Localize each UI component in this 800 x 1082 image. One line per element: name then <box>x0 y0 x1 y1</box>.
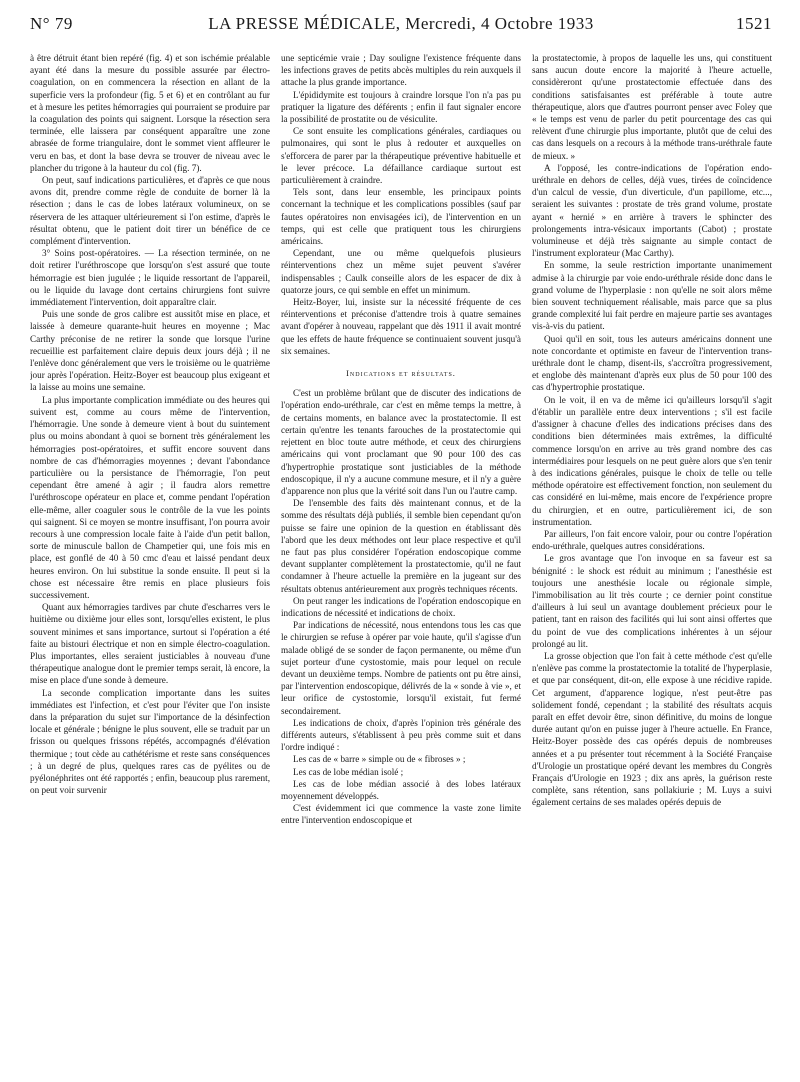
paragraph: C'est évidemment ici que commence la vaste zone limite entre l'intervention endoscopique et <box>281 803 521 826</box>
paragraph: L'épididymite est toujours à craindre lorsque l'on n'a pas pu pratiquer la ligature des déférents ; enfin il faut signaler encore la possibilité de prostatite ou de vésiculite. <box>281 89 521 125</box>
list-item: Les cas de lobe médian associé à des lobes latéraux moyennement développés. <box>281 778 521 801</box>
column-2 <box>281 52 521 1074</box>
paragraph: Les indications de choix, d'après l'opinion très générale des différents auteurs, s'établissent à peu près comme suit et dans l'ordre indiqué : <box>281 717 521 753</box>
paragraph: Quoi qu'il en soit, tous les auteurs américains donnent une note concordante et optimiste en faveur de l'intervention trans-uréthrale dont le champ, disent-ils, s'accroîtra progressivement, et englobe dès maintenant d'après eux plus de 50 pour 100 des cas d'hypertrophie prostatique. <box>532 333 772 393</box>
paragraph: Puis une sonde de gros calibre est aussitôt mise en place, et laissée à demeure quarante-huit heures en moyenne ; Mac Carthy préconise de ne retirer la sonde que lorsque l'urine recueillie est parfaitement claire depuis deux jours déjà ; il ne l'enlève donc généralement que vers le troisième ou le quatrième jour après l'opération. Heitz-Boyer est beaucoup plus exigeant et la laisse au moins une semaine. <box>30 309 270 393</box>
paragraph: à être détruit étant bien repéré (fig. 4) et son ischémie préalable ayant été dans la mesure du possible assurée par électro-coagulation, on en commencera la résection en allant de la superficie vers la profondeur (fig. 5 et 6) et en contrôlant au fur et à mesure les petites hémorragies qui pourraient se produire par la coagulation des points qui saignent. Lorsque la résection sera terminée, elle laissera par conséquent apparaître une zone abrasée de forme triangulaire, dont le sommet vient affleurer le veru en bas, et dont la base devra se trouver de niveau avec le plancher du trigone à la hauteur du col (fig. 7). <box>30 53 270 173</box>
article-columns <box>30 52 772 1074</box>
paragraph: Quant aux hémorragies tardives par chute d'escharres vers le huitième ou dixième jour elles sont, lorsqu'elles existent, le plus souvent minimes et sans importance, surtout si l'opération a été faite au bistouri électrique et non en simple électro-coagulation. Plus importantes, elles seraient justiciables à nouveau d'une thérapeutique analogue dont le premier temps serait, là encore, la mise en place d'une sonde à demeure. <box>30 602 270 686</box>
paragraph: Heitz-Boyer, lui, insiste sur la nécessité fréquente de ces réinterventions et préconise d'attendre trois à quatre semaines avant d'opérer à nouveau, rappelant que dès 1911 il avait montré que les effets de haute fréquence se continuaient souvent jusqu'à six semaines. <box>281 297 521 356</box>
journal-title: LA PRESSE MÉDICALE, Mercredi, 4 Octobre 1933 <box>208 14 594 33</box>
page-header <box>30 12 772 38</box>
paragraph: A l'opposé, les contre-indications de l'opération endo-uréthrale en dehors de celles, déjà vues, tirées de coïncidence d'un calcul de vessie, d'un diverticule, d'un papillome, etc..., seraient les suivantes : prostate de très grand volume, prostate ayant « hernié » en arrière à travers le sphincter des prolongements intra-vésicaux importants (Cabot) ; prostate volumineuse et déjà très saignante au simple contact de l'instrument explorateur (Mac Carthy). <box>532 162 772 259</box>
paragraph: La seconde complication importante dans les suites immédiates est l'infection, et c'est pour l'éviter que l'on insiste dans la préparation du sujet sur l'importance de la désinfection locale et générale ; bénigne le plus souvent, elle se traduit par un frisson ou quelques frissons répétés, accompagnés d'élévation thermique ; tout cède au cathétérisme et reste sans conséquences ; à un degré de plus, quelques rares cas de pyélites ou de pyélonéphrites ont été rapportés ; enfin, beaucoup plus rarement, on peut voir survenir <box>30 687 270 796</box>
page-number: 1521 <box>736 14 772 33</box>
paragraph: Tels sont, dans leur ensemble, les principaux points concernant la technique et les complications possibles (sauf par fautes opératoires non envisagées ici), de l'intervention en un temps, qui est celle que pratiquent tous les chirurgiens américains. <box>281 187 521 247</box>
list-item: Les cas de lobe médian isolé ; <box>293 766 404 777</box>
paragraph: une septicémie vraie ; Day souligne l'existence fréquente dans les infections graves de petits abcès multiples du rein auxquels il attache la plus grande importance. <box>281 53 521 88</box>
paragraph: De l'ensemble des faits dès maintenant connus, et de la somme des résultats déjà publiés, il semble bien cependant qu'on puisse se faire une opinion de la question en établissant dès l'abord que les deux méthodes ont leur place respective et qu'il ne faut pas plus considérer l'opération endoscopique comme devant supplanter complètement la prostatectomie, qu'il ne faut condamner à l'heure actuelle la première en la jugeant sur des résultats obtenus antérieurement aux progrès techniques récents. <box>281 498 521 594</box>
list-item: Les cas de « barre » simple ou de « fibroses » ; <box>293 754 466 765</box>
paragraph: En somme, la seule restriction importante unanimement admise à la chirurgie par voie endo-uréthrale réside donc dans le grand volume de l'hyperplasie : non qu'elle ne soit alors même bien souvent techniquement réalisable, mais parce que sa plus grande complexité lui fait perdre en majeure partie ses avantages vis-à-vis du patient. <box>532 260 772 332</box>
paragraph: la prostatectomie, à propos de laquelle les uns, qui constituent sans aucun doute encore la majorité à l'heure actuelle, considèreront qu'une prostatectomie effectuée dans des conditions satisfaisantes est préférable à toute autre thérapeutique, alors que d'autres pourront penser avec Foley que « le temps est venu de parler du petit pourcentage des cas qui relèvent d'une chirurgie plus importante, plutôt que de celui des cas dans lesquels on a recours à la méthode trans-uréthrale faute de mieux. » <box>532 53 772 161</box>
paragraph: On peut, sauf indications particulières, et d'après ce que nous avons dit, prendre comme règle de conduite de borner là la résection ; dans le cas de lobes latéraux volumineux, on se réservera de les attaquer ultérieurement si l'on estime, d'après le résultat obtenu, que le patient doit tirer un bénéfice de ce complément d'intervention. <box>30 175 270 247</box>
paragraph: On le voit, il en va de même ici qu'ailleurs lorsqu'il s'agit d'établir un parallèle entre deux interventions ; s'il est facile d'assigner à chacune d'elles des indications précises dans des conditions bien déterminées mais extrêmes, la difficulté commence lorsqu'on en arrive au très grand nombre des cas intermédiaires pour lesquels on ne peut guère alors que s'en tenir à des indications générales, puisque le choix de telle ou telle méthode opératoire est effectivement fonction, non seulement du cas considéré en lui-même, mais encore de l'expérience propre du chirurgien, et en outre, particulièrement ici, de son instrumentation. <box>532 394 772 527</box>
paragraph: Ce sont ensuite les complications générales, cardiaques ou pulmonaires, qui sont le plus à redouter et auxquelles on s'efforcera de parer par la thérapeutique préventive habituelle et le lever précoce. La défaillance cardiaque surtout est particulièrement à craindre. <box>281 126 521 186</box>
paragraph: 3° Soins post-opératoires. — La résection terminée, on ne doit retirer l'uréthroscope que lorsqu'on s'est assuré que toute hémorragie est bien jugulée ; le liquide ressortant de l'appareil, ou le liquide du lavage dont certains chirurgiens font suivre immédiatement l'intervention, doit apparaître clair. <box>30 248 270 308</box>
section-heading: Indications et résultats. <box>346 368 456 379</box>
paragraph: Par indications de nécessité, nous entendons tous les cas que le chirurgien se refuse à opérer par voie haute, qu'il s'agisse d'un malade obligé de se sonder de façon permanente, ou même d'un sujet porteur d'une cystostomie, mais pour lequel on recule devant un deuxième temps. Nombre de patients ont pu être ainsi, par l'intervention endoscopique, délivrés de la « sonde à vie », et leur orifice de cystostomie, lorsqu'il existait, fut fermé secondairement. <box>281 620 521 716</box>
column-1 <box>30 52 270 1074</box>
paragraph: C'est un problème brûlant que de discuter des indications de l'opération endo-uréthrale, car c'est en même temps la mettre, à de certains moments, en balance avec la prostatectomie. Il est certain qu'entre les tenants farouches de la prostatectomie qui rejettent en bloc toute autre méthode, et ceux des chirurgiens américains qui vont proclamant que 90 pour 100 des cas d'hypertrophie prostatique sont justiciables de la méthode endoscopique, il n'y a aucune commune mesure, et il n'y a guère d'apparence non plus que la vérité soit dans l'un ou l'autre camp. <box>281 388 521 496</box>
paragraph: On peut ranger les indications de l'opération endoscopique en indications de nécessité et indications de choix. <box>281 595 521 618</box>
paragraph: Le gros avantage que l'on invoque en sa faveur est sa bénignité : le shock est réduit au minimum ; l'anesthésie est toujours une anesthésie locale ou régionale simple, l'immobilisation au lit très courte ; ce dernier point constitue d'ailleurs à lui seul un avantage doublement précieux pour le patient, tant en raison des facilités qui lui sont ainsi offertes que du point de vue des complications inhérentes à un séjour prolongé au lit. <box>532 553 772 649</box>
paragraph: Par ailleurs, l'on fait encore valoir, pour ou contre l'opération endo-uréthrale, quelques autres considérations. <box>532 528 772 552</box>
paragraph: La grosse objection que l'on fait à cette méthode c'est qu'elle n'enlève pas comme la prostatectomie la totalité de l'hyperplasie, et que par conséquent, dit-on, elle expose à une récidive rapide. Cet argument, d'apparence logique, n'est peut-être pas solidement fondé, cependant ; la stabilité des résultats acquis paraît en effet devoir être, sinon définitive, du moins de longue durée autant qu'on en puisse juger à l'heure actuelle. En France, Heitz-Boyer possède des cas opérés depuis de nombreuses années et a pu présenter tout récemment à la Société Française d'Urologie un prostatique opéré devant les membres du Congrès Français d'Urologie en 1923 ; dix ans après, la guérison reste complète, sans rétention, sans pollakiurie ; M. Luys a suivi également certains de ses malades opérés depuis de <box>532 650 772 808</box>
paragraph: Cependant, une ou même quelquefois plusieurs réinterventions chez un même sujet peuvent s'avérer indispensables ; Caulk conseille alors de les espacer de dix à quatorze jours, ce qui semble en effet un minimum. <box>281 248 521 295</box>
column-3 <box>532 52 772 1074</box>
issue-number: N° 79 <box>30 14 73 33</box>
paragraph: La plus importante complication immédiate ou des heures qui suivent est, comme au cours même de l'intervention, l'hémorragie. Une sonde à demeure vient à bout du suintement plus ou moins abondant à quoi se bornent très généralement les hémorragies post-opératoires, et suffit encore souvent dans nombre de cas d'hémorragies moyennes ; devant l'abondance particulière ou la persistance de l'hémorragie, l'on peut cependant être amené à agir ; il faudra alors remettre l'uréthroscope opérateur en place et, comme pendant l'opération elle-même, aller coaguler sous le contrôle de la vue les points qui saignent. Si ce moyen se montre insuffisant, l'on pourra avoir recours à une compression locale faite à l'aide d'un petit ballon, sorte de minuscule ballon de Champetier qui, une fois mis en place, est gonflé de 40 à 50 cmc d'eau et laissé pendant deux heures environ. On lui substitue la sonde ensuite. Il peut si la chose est nécessaire être remis en place plusieurs fois successivement. <box>30 394 270 600</box>
